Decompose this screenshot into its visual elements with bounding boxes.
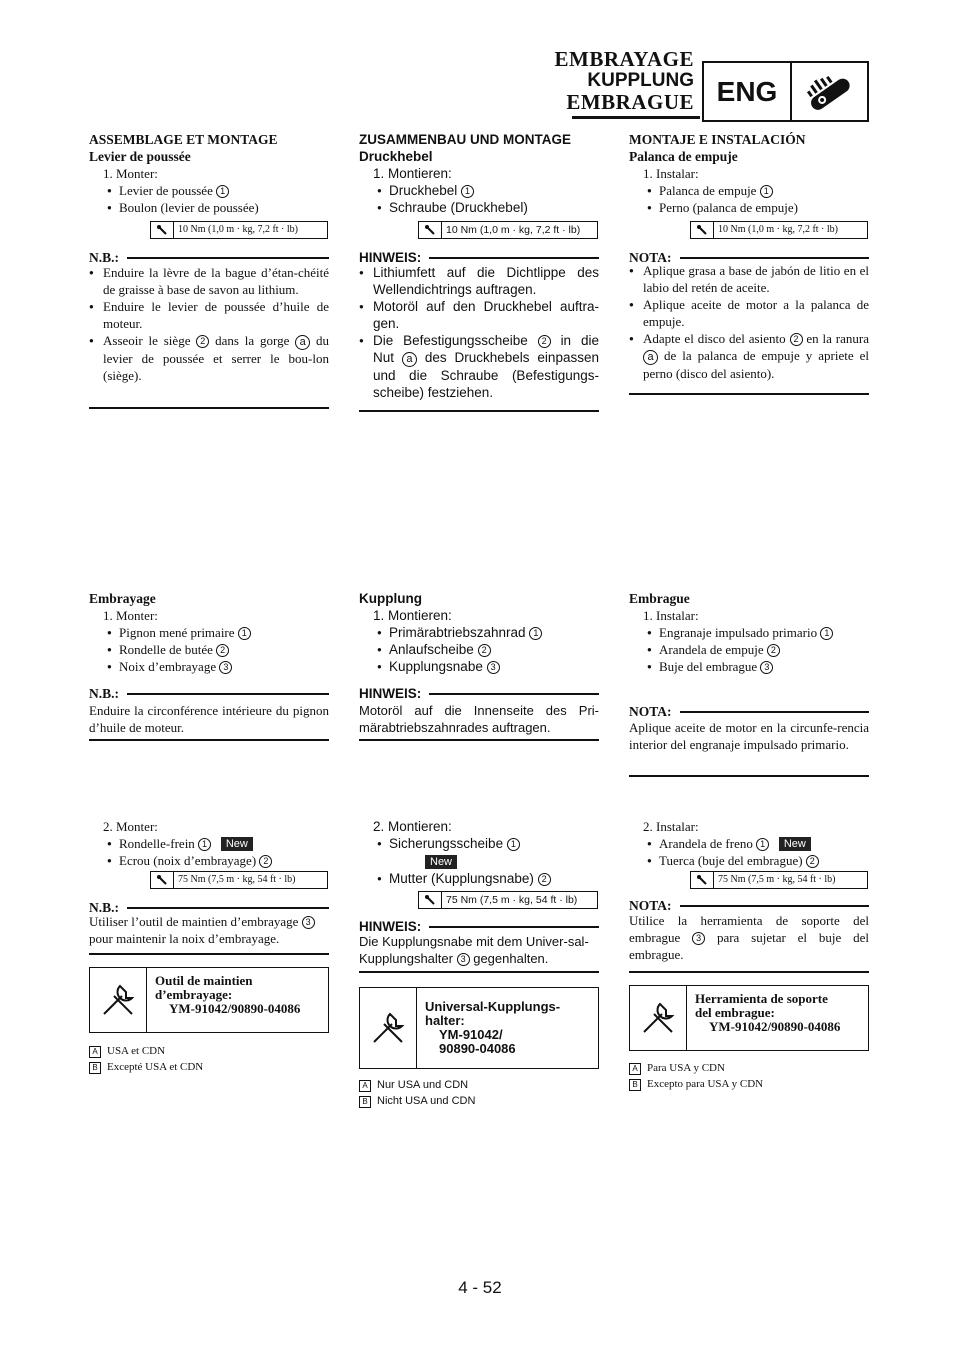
region-notes: A Para USA y CDN B Excepto para USA y CDN bbox=[629, 1060, 869, 1092]
wrench-icon bbox=[151, 872, 174, 888]
section-subtitle: Embrague bbox=[629, 591, 690, 606]
section-subtitle: Levier de poussée bbox=[89, 149, 191, 164]
rule bbox=[359, 971, 599, 973]
list-item: ● Ecrou (noix d’embrayage) 2 bbox=[89, 852, 329, 869]
step: 1. Instalar: bbox=[643, 608, 699, 623]
special-tool-box bbox=[89, 967, 329, 1033]
new-badge: New bbox=[221, 837, 253, 851]
note-header: N.B.: bbox=[89, 900, 329, 916]
rule bbox=[89, 953, 329, 955]
list-item: ● Schraube (Druckhebel) bbox=[359, 199, 599, 216]
rule bbox=[629, 393, 869, 395]
torque-spec bbox=[150, 221, 328, 239]
column-es-3 bbox=[629, 818, 869, 869]
list-item: ● Engranaje impulsado primario 1 bbox=[629, 624, 869, 641]
note-item: ● Aplique aceite de motor a la palanca de empuje. bbox=[629, 296, 869, 330]
rule bbox=[629, 775, 869, 777]
note-header: NOTA: bbox=[629, 250, 869, 266]
note-body-es bbox=[629, 262, 869, 382]
torque-spec bbox=[150, 871, 328, 889]
list-item: ● Boulon (levier de poussée) bbox=[89, 199, 329, 216]
torque-spec bbox=[690, 871, 868, 889]
note-body: Utiliser l’outil de maintien d’embrayage 3 pour maintenir la noix d’embrayage. bbox=[89, 913, 329, 947]
list-item: ● Rondelle de butée 2 bbox=[89, 641, 329, 658]
torque-spec bbox=[418, 891, 598, 909]
rule bbox=[629, 971, 869, 973]
column-es-2 bbox=[629, 590, 869, 675]
section-subtitle: Palanca de empuje bbox=[629, 149, 738, 164]
step: 1. Montieren: bbox=[373, 166, 452, 181]
section-title: ZUSAMMENBAU UND MONTAGE bbox=[359, 132, 571, 147]
column-fr-3 bbox=[89, 818, 329, 869]
region-notes: A USA et CDN B Excepté USA et CDN bbox=[89, 1043, 329, 1075]
tool-icon bbox=[360, 988, 417, 1068]
step: 1. Instalar: bbox=[643, 166, 699, 181]
note-header: NOTA: bbox=[629, 898, 869, 914]
wrench-icon bbox=[691, 872, 714, 888]
header-title-fr: EMBRAYAGE bbox=[554, 47, 694, 71]
step: 1. Monter: bbox=[103, 608, 158, 623]
tool-icon bbox=[630, 986, 687, 1050]
list-item: ● Perno (palanca de empuje) bbox=[629, 199, 869, 216]
new-badge: New bbox=[425, 855, 457, 869]
note-body: Utilice la herramienta de soporte del embrague 3 para sujetar el buje del embrague. bbox=[629, 913, 869, 962]
wrench-icon bbox=[151, 222, 174, 238]
list-item: ● Druckhebel 1 bbox=[359, 182, 599, 199]
list-item: ● Buje del embrague 3 bbox=[629, 658, 869, 675]
new-badge: New bbox=[779, 837, 811, 851]
list-item: ● Mutter (Kupplungsnabe) 2 bbox=[359, 870, 599, 887]
step: 2. Montieren: bbox=[373, 819, 452, 834]
wrench-icon bbox=[691, 222, 714, 238]
section-subtitle: Druckhebel bbox=[359, 149, 433, 164]
note-item: ● Lithiumfett auf die Dichtlippe des Wellendichtrings auftragen. bbox=[359, 264, 599, 298]
note-header: N.B.: bbox=[89, 686, 329, 702]
torque-value: 10 Nm (1,0 m · kg, 7,2 ft · lb) bbox=[718, 224, 838, 235]
torque-value: 10 Nm (1,0 m · kg, 7,2 ft · lb) bbox=[178, 224, 298, 235]
torque-spec bbox=[690, 221, 868, 239]
note-header: HINWEIS: bbox=[359, 250, 599, 265]
note-body: Die Kupplungsnabe mit dem Univer-sal-Kupplungshalter 3 gegenhalten. bbox=[359, 934, 589, 966]
eng-label: ENG bbox=[704, 63, 792, 120]
list-item: ● Pignon mené primaire 1 bbox=[89, 624, 329, 641]
list-item: ● Primärabtriebszahnrad 1 bbox=[359, 624, 599, 641]
region-notes: A Nur USA und CDN B Nicht USA und CDN bbox=[359, 1077, 599, 1109]
list-item: ● Arandela de freno 1 New bbox=[629, 835, 869, 852]
special-tool-box bbox=[359, 987, 599, 1069]
note-item: ● Enduire le levier de poussée d’huile de moteur. bbox=[89, 298, 329, 332]
tool-text: Universal-Kupplungs- halter: YM-91042/ 90890-04086 bbox=[425, 999, 561, 1056]
note-header: NOTA: bbox=[629, 704, 869, 720]
note-item: ● Adapte el disco del asiento 2 en la ranura a de la palanca de empuje y apriete el perno (disco del asiento). bbox=[629, 330, 869, 382]
eng-tab bbox=[702, 61, 869, 122]
page-number: 4 - 52 bbox=[458, 1278, 502, 1297]
section-title: ASSEMBLAGE ET MONTAGE bbox=[89, 132, 278, 147]
column-de-2 bbox=[359, 590, 599, 675]
note-header: HINWEIS: bbox=[359, 686, 599, 701]
column-es bbox=[629, 131, 869, 216]
note-body: Motoröl auf die Innenseite des Pri-märabtriebszahnrades auftragen. bbox=[359, 703, 599, 735]
note-body-de bbox=[359, 264, 599, 401]
rule bbox=[89, 407, 329, 409]
note-item: ● Enduire la lèvre de la bague d’étan-chéité de graisse à base de savon au lithium. bbox=[89, 264, 329, 298]
step: 2. Instalar: bbox=[643, 819, 699, 834]
torque-spec bbox=[418, 221, 598, 239]
note-item: ● Asseoir le siège 2 dans la gorge a du levier de poussée et serrer le bou-lon (siège). bbox=[89, 332, 329, 384]
section-title: MONTAJE E INSTALACIÓN bbox=[629, 132, 806, 147]
rule bbox=[359, 410, 599, 412]
list-item: ● Sicherungsscheibe 1 bbox=[359, 835, 599, 852]
rule bbox=[89, 739, 329, 741]
torque-value: 10 Nm (1,0 m · kg, 7,2 ft · lb) bbox=[446, 224, 581, 236]
tool-text: Herramienta de soporte del embrague: YM-91042/90890-04086 bbox=[695, 991, 841, 1034]
torque-value: 75 Nm (7,5 m · kg, 54 ft · lb) bbox=[446, 894, 578, 906]
wrench-icon bbox=[419, 892, 442, 908]
note-body: Aplique aceite de motor en la circunfe-rencia interior del engranaje impulsado primario. bbox=[629, 720, 869, 752]
step: 1. Montieren: bbox=[373, 608, 452, 623]
column-fr bbox=[89, 131, 329, 216]
engine-icon bbox=[792, 63, 867, 120]
step: 2. Monter: bbox=[103, 819, 158, 834]
column-fr-2 bbox=[89, 590, 329, 675]
tool-text: Outil de maintien d’embrayage: YM-91042/90890-04086 bbox=[155, 973, 301, 1016]
section-subtitle: Kupplung bbox=[359, 591, 422, 606]
section-subtitle: Embrayage bbox=[89, 591, 156, 606]
column-de bbox=[359, 131, 599, 216]
note-item: ● Motoröl auf den Druckhebel auftra-gen. bbox=[359, 298, 599, 332]
note-item: ● Aplique grasa a base de jabón de litio en el labio del retén de aceite. bbox=[629, 262, 869, 296]
note-body-fr bbox=[89, 264, 329, 384]
wrench-icon bbox=[419, 222, 442, 238]
rule bbox=[359, 739, 599, 741]
header-title-de: KUPPLUNG bbox=[587, 70, 694, 91]
torque-value: 75 Nm (7,5 m · kg, 54 ft · lb) bbox=[178, 874, 296, 885]
torque-value: 75 Nm (7,5 m · kg, 54 ft · lb) bbox=[718, 874, 836, 885]
list-item: ● Arandela de empuje 2 bbox=[629, 641, 869, 658]
note-item: ● Die Befestigungsscheibe 2 in die Nut a des Druckhebels einpassen und die Schraube (Befestigungs-scheibe) festziehen. bbox=[359, 332, 599, 401]
header-title-es: EMBRAGUE bbox=[566, 90, 694, 114]
list-item: ● Rondelle-frein 1 New bbox=[89, 835, 329, 852]
note-header: N.B.: bbox=[89, 250, 329, 266]
list-item: ● Levier de poussée 1 bbox=[89, 182, 329, 199]
list-item: ● Palanca de empuje 1 bbox=[629, 182, 869, 199]
column-de-3 bbox=[359, 818, 599, 887]
note-body: Enduire la circonférence intérieure du pignon d’huile de moteur. bbox=[89, 703, 329, 735]
list-item: ● Noix d’embrayage 3 bbox=[89, 658, 329, 675]
note-header: HINWEIS: bbox=[359, 919, 599, 934]
step: 1. Monter: bbox=[103, 166, 158, 181]
list-item: ● Anlaufscheibe 2 bbox=[359, 641, 599, 658]
header-rule bbox=[572, 116, 700, 119]
tool-icon bbox=[90, 968, 147, 1032]
list-item: ● Kupplungsnabe 3 bbox=[359, 658, 599, 675]
special-tool-box bbox=[629, 985, 869, 1051]
list-item: ● Tuerca (buje del embrague) 2 bbox=[629, 852, 869, 869]
